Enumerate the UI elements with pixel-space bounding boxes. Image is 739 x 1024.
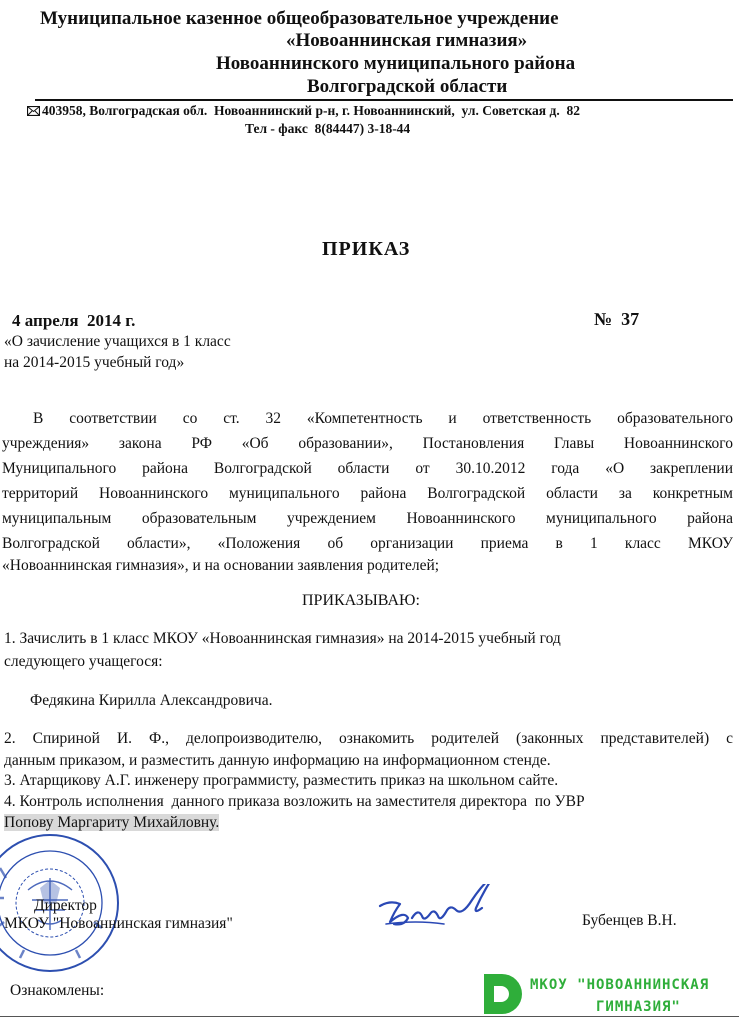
org-name-line-3: Новоаннинского муниципального района bbox=[216, 53, 576, 74]
preamble-line-4: территорий Новоаннинского муниципального района Волгоградской области за конкретным bbox=[2, 485, 733, 502]
org-name-line-2: «Новоаннинская гимназия» bbox=[286, 30, 528, 51]
order-subject-line-2: на 2014-2015 учебный год» bbox=[4, 354, 185, 371]
acquainted-label: Ознакомлены: bbox=[10, 982, 105, 999]
item-2-line-2: данным приказом, и разместить данную информацию на информационном стенде. bbox=[4, 752, 551, 769]
order-number: № 37 bbox=[594, 309, 640, 329]
preamble-line-3: Муниципального района Волгоградской области от 30.10.2012 года «О закреплении bbox=[2, 460, 733, 477]
header-rule bbox=[35, 99, 733, 101]
phone-fax-line: Тел - факс 8(84447) 3-18-44 bbox=[245, 121, 411, 136]
item-2-line-1: 2. Спириной И. Ф., делопроизводителю, ознакомить родителей (законных представителей) с bbox=[4, 730, 733, 747]
item-3: 3. Атарщикову А.Г. инженеру программисту, разместить приказ на школьном сайте. bbox=[4, 772, 559, 789]
document-title: ПРИКАЗ bbox=[322, 238, 411, 260]
watermark-line-2: ГИМНАЗИЯ" bbox=[596, 999, 681, 1015]
preamble-line-1: В соответствии со ст. 32 «Компетентность и ответственность образовательного bbox=[33, 410, 733, 427]
item-4-line-1: 4. Контроль исполнения данного приказа возложить на заместителя директора по УВР bbox=[4, 793, 585, 810]
org-name-line-1: Муниципальное казенное общеобразовательное учреждение bbox=[40, 8, 559, 29]
org-name-line-4: Волгоградской области bbox=[307, 76, 508, 97]
preamble-line-7: «Новоаннинская гимназия», и на основании заявления родителей; bbox=[2, 557, 440, 574]
signature-role-line-2: МКОУ "Новоаннинская гимназия" bbox=[4, 915, 233, 932]
watermark-line-1: МКОУ "НОВОАННИНСКАЯ bbox=[530, 977, 710, 993]
preamble-line-2: учреждения» закона РФ «Об образовании», Постановления Главы Новоаннинского bbox=[2, 435, 733, 452]
signature-role-line-1: Директор bbox=[34, 897, 97, 914]
item-1-line-2: следующего учащегося: bbox=[4, 653, 163, 670]
order-word: ПРИКАЗЫВАЮ: bbox=[302, 592, 420, 609]
preamble-line-6: Волгоградской области», «Положения об организации приема в 1 класс МКОУ bbox=[2, 535, 733, 552]
item-4-highlighted-name: Попову Маргариту Михайловну. bbox=[4, 814, 220, 831]
envelope-icon bbox=[27, 106, 40, 116]
student-name: Федякина Кирилла Александровича. bbox=[30, 692, 273, 709]
preamble-line-5: муниципальным образовательным учреждением Новоаннинского муниципального района bbox=[2, 510, 733, 527]
item-1-line-1: 1. Зачислить в 1 класс МКОУ «Новоаннинская гимназия» на 2014-2015 учебный год bbox=[4, 630, 561, 647]
address-line: 403958, Волгоградская обл. Новоаннинский р-н, г. Новоаннинский, ул. Советская д. 82 bbox=[42, 103, 580, 118]
order-date: 4 апреля 2014 г. bbox=[12, 311, 136, 330]
green-d-logo-icon bbox=[478, 970, 526, 1018]
order-subject-line-1: «О зачисление учащихся в 1 класс bbox=[4, 333, 231, 350]
signature-name: Бубенцев В.Н. bbox=[582, 912, 677, 929]
handwritten-signature-icon bbox=[372, 884, 512, 944]
